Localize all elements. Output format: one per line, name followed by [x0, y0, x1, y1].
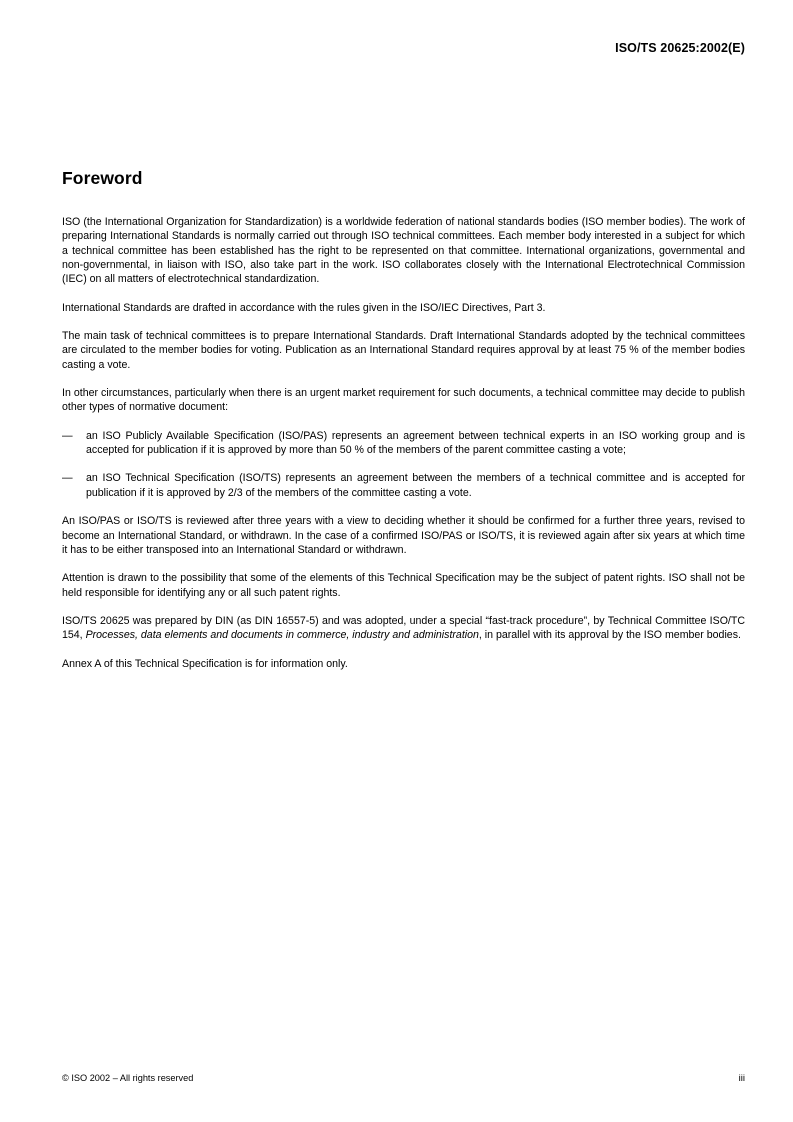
- preparation-tail-text: , in parallel with its approval by the ISO member bodies.: [478, 629, 741, 642]
- list-item: [62, 429, 745, 458]
- em-dash-bullet-icon: —: [62, 472, 73, 485]
- foreword-paragraph-2: International Standards are drafted in accordance with the rules given in the ISO/IEC Directives, Part 3.: [62, 301, 546, 314]
- foreword-paragraph-patent: Attention is drawn to the possibility that some of the elements of this Technical Specification may be the subject of patent rights. ISO shall not be held responsible for identifying any or all such patent rights.: [62, 572, 745, 599]
- normative-document-list: [62, 429, 745, 500]
- committee-title-italic: Processes, data elements and documents in commerce, industry and administration: [85, 629, 479, 642]
- em-dash-bullet-icon: —: [62, 429, 73, 442]
- foreword-paragraph-preparation: [62, 614, 745, 643]
- list-item: [62, 471, 745, 500]
- page-footer: [62, 1073, 745, 1084]
- preparation-lead-text: ISO/TS 20625 was prepared by DIN (as DIN 16557-5) and was adopted, under a special “fast-track procedure”, by Technical Committee ISO/TC 154,: [62, 614, 745, 642]
- page-number: iii: [738, 1073, 745, 1084]
- copyright-notice: © ISO 2002 – All rights reserved: [62, 1073, 194, 1083]
- foreword-section: [62, 168, 745, 671]
- foreword-paragraph-4: In other circumstances, particularly when there is an urgent market requirement for such documents, a technical committee may decide to publish other types of normative document:: [62, 387, 745, 414]
- foreword-paragraph-1: ISO (the International Organization for Standardization) is a worldwide federation of national standards bodies (ISO member bodies). The work of preparing International Standards is normally carried out through ISO technical committees. Each member body interested in a subject for which a technical committee has been established has the right to be represented on that committee. International organizations, governmental and non-governmental, in liaison with ISO, also take part in the work. ISO collaborates closely with the International Electrotechnical Commission (IEC) on all matters of electrotechnical standardization.: [62, 216, 745, 286]
- running-header: ISO/TS 20625:2002(E): [615, 41, 745, 55]
- foreword-paragraph-3: The main task of technical committees is to prepare International Standards. Draft International Standards adopted by the technical committees are circulated to the member bodies for voting. Publication as an International Standard requires approval by at least 75 % of the member bodies casting a vote.: [62, 330, 745, 371]
- page-title: Foreword: [62, 168, 143, 188]
- list-item-text: an ISO Technical Specification (ISO/TS) represents an agreement between the members of a technical committee and is accepted for publication if it is approved by 2/3 of the members of the committee casting a vote.: [86, 472, 745, 499]
- foreword-paragraph-review: An ISO/PAS or ISO/TS is reviewed after three years with a view to deciding whether it should be confirmed for a further three years, revised to become an International Standard, or withdrawn. In the case of a confirmed ISO/PAS or ISO/TS, it is reviewed again after six years at which time it has to be either transposed into an International Standard or withdrawn.: [62, 515, 745, 556]
- foreword-paragraph-annex: Annex A of this Technical Specification is for information only.: [62, 657, 348, 670]
- list-item-text: an ISO Publicly Available Specification (ISO/PAS) represents an agreement between technical experts in an ISO working group and is accepted for publication if it is approved by more than 50 % of the members of the parent committee casting a vote;: [86, 429, 745, 457]
